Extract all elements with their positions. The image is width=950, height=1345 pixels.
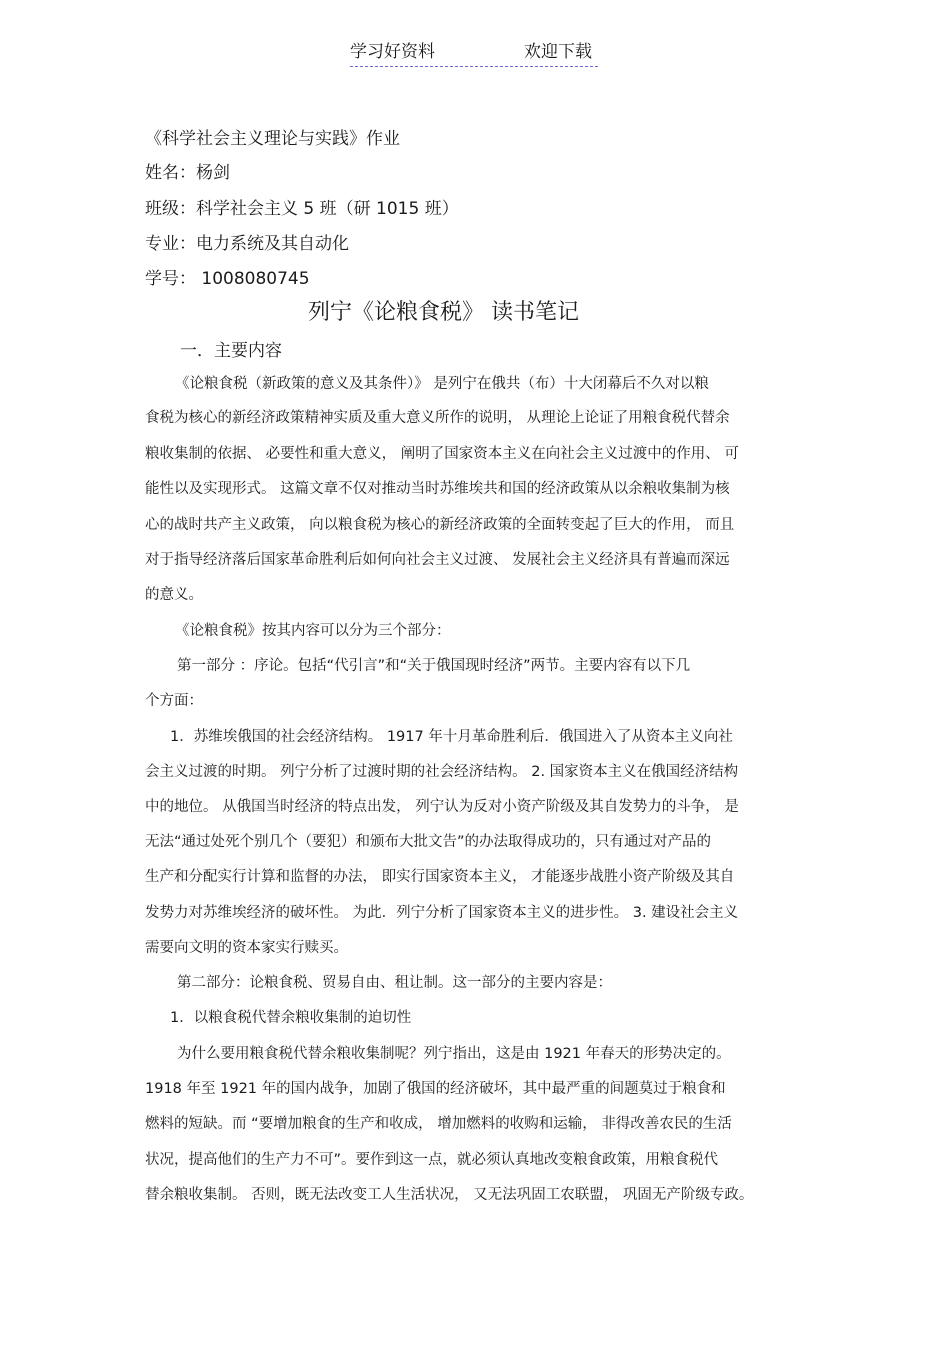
section-heading: 一．主要内容 (180, 341, 282, 361)
paragraph-line: 替余粮收集制。 否则，既无法改变工人生活状况， 又无法巩固工农联盟， 巩固无产阶级专政。 (145, 1187, 754, 1203)
paragraph-line: 的意义。 (145, 587, 203, 603)
student-id: 学号： 1008080745 (145, 269, 310, 289)
student-major: 专业：电力系统及其自动化 (145, 234, 349, 254)
paragraph-line: 对于指导经济落后国家革命胜利后如何向社会主义过渡、 发展社会主义经济具有普遍而深远 (145, 552, 730, 568)
paragraph-line: 发势力对苏维埃经济的破坏性。 为此．列宁分析了国家资本主义的进步性。 3. 建设社会主义 (145, 905, 739, 921)
paragraph-line: 心的战时共产主义政策， 向以粮食税为核心的新经济政策的全面转变起了巨大的作用， 而且 (145, 517, 735, 533)
document-title: 列宁《论粮食税》 读书笔记 (308, 300, 579, 325)
paragraph-line: 《论粮食税》按其内容可以分为三个部分： (175, 623, 451, 639)
paragraph-line: 第二部分：论粮食税、贸易自由、租让制。这一部分的主要内容是： (177, 975, 612, 991)
paragraph-line: 需要向文明的资本家实行赎买。 (145, 940, 348, 956)
paragraph-line: 粮收集制的依据、 必要性和重大意义， 阐明了国家资本主义在向社会主义过渡中的作用、 可 (145, 446, 739, 462)
course-title: 《科学社会主义理论与实践》作业 (145, 129, 400, 149)
paragraph-line: 生产和分配实行计算和监督的办法， 即实行国家资本主义， 才能逐步战胜小资产阶级及其自 (145, 869, 735, 885)
paragraph-line: 中的地位。 从俄国当时经济的特点出发， 列宁认为反对小资产阶级及其自发势力的斗争， 是 (145, 799, 739, 815)
paragraph-line: 个方面： (145, 693, 203, 709)
header-left-text: 学习好资料 (350, 42, 435, 62)
student-name: 姓名：杨剑 (145, 163, 230, 183)
paragraph-line: 为什么要用粮食税代替余粮收集制呢？列宁指出，这是由 1921 年春天的形势决定的。 (177, 1046, 731, 1062)
paragraph-line: 1918 年至 1921 年的国内战争，加剧了俄国的经济破坏，其中最严重的间题莫过于粮食和 (145, 1081, 726, 1097)
paragraph-line: 能性以及实现形式。 这篇文章不仅对推动当时苏维埃共和国的经济政策从以余粮收集制为核 (145, 481, 730, 497)
paragraph-line: 状况，提高他们的生产力不可”。要作到这一点，就必须认真地改变粮食政策，用粮食税代 (145, 1152, 719, 1168)
header-right-text: 欢迎下载 (524, 42, 592, 62)
paragraph-line: 会主义过渡的时期。 列宁分析了过渡时期的社会经济结构。 2. 国家资本主义在俄国经济结构 (145, 764, 739, 780)
paragraph-line: 《论粮食税（新政策的意义及其条件）》 是列宁在俄共（布）十大闭幕后不久对以粮 (175, 376, 709, 392)
page-header (350, 40, 598, 67)
paragraph-line: 1．苏维埃俄国的社会经济结构。 1917 年十月革命胜利后．俄国进入了从资本主义向社 (170, 729, 733, 745)
paragraph-line: 1．以粮食税代替余粮收集制的迫切性 (170, 1010, 412, 1026)
paragraph-line: 无法“通过处死个别几个（要犯）和颁布大批文告”的办法取得成功的，只有通过对产品的 (145, 834, 712, 850)
paragraph-line: 食税为核心的新经济政策精神实质及重大意义所作的说明， 从理论上论证了用粮食税代替余 (145, 410, 730, 426)
paragraph-line: 第一部分 ：序论。包括“代引言”和“关于俄国现时经济”两节。主要内容有以下几 (177, 658, 691, 674)
student-class: 班级：科学社会主义 5 班（研 1015 班） (145, 199, 459, 219)
paragraph-line: 燃料的短缺。而 “要增加粮食的生产和收成， 增加燃料的收购和运输， 非得改善农民的生活 (145, 1116, 732, 1132)
